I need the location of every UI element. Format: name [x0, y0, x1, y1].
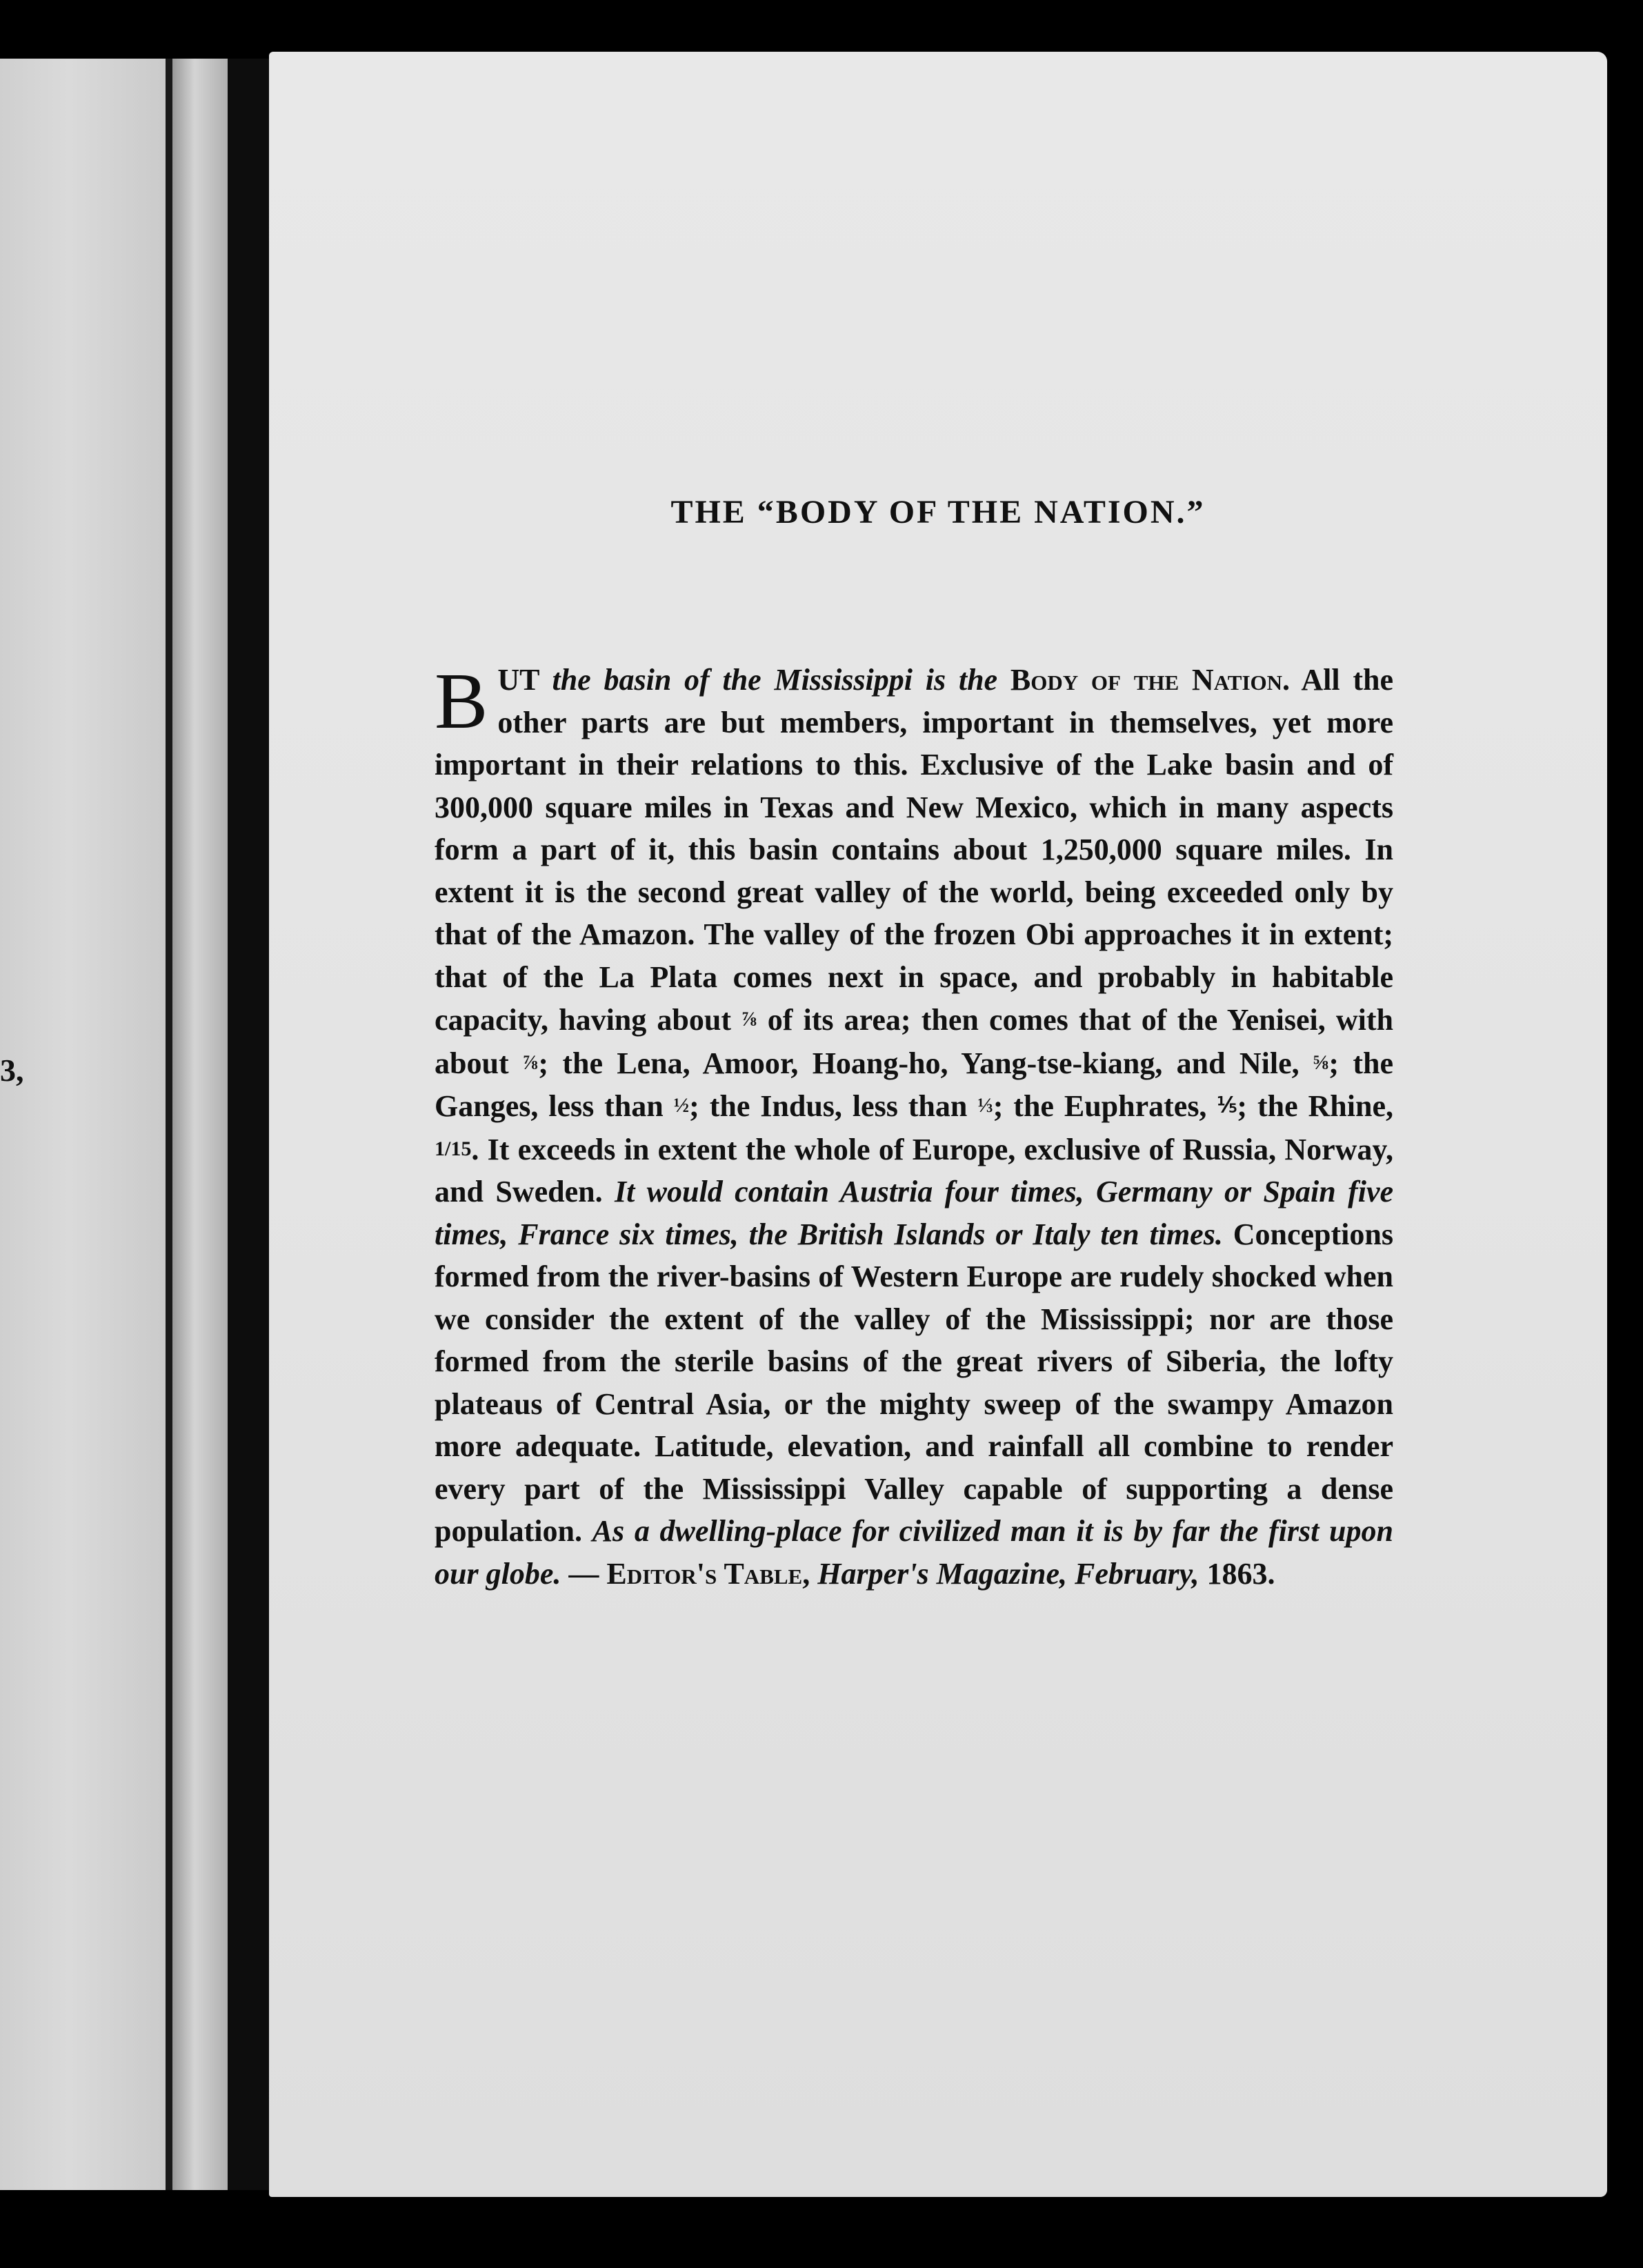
fraction: ½	[673, 1094, 690, 1117]
text-run: 1863.	[1199, 1556, 1275, 1591]
text-run: All the other parts are but members, important in themselves, yet more important in their relations to this. Exclusive of the Lake basin and of 300,000 square miles in Texas and New Mexico, which in many aspects form a part of it, this basin contains about 1,250,000 square miles. In extent it is the second great valley of the world, being exceeded only by that of the Amazon. The valley of the frozen Obi approaches it in extent; that of the La Plata comes next in space, and probably in habitable capacity, having about	[435, 663, 1394, 1037]
italic-text-run: the basin of the Mississippi is the	[552, 663, 998, 697]
page-title: THE “BODY OF THE NATION.”	[670, 494, 1206, 530]
text-run: ; the Lena, Amoor, Hoang-ho, Yang-tse-kiang, and Nile,	[538, 1046, 1313, 1080]
book-spine	[172, 59, 228, 2190]
text-run: —	[561, 1556, 607, 1591]
text-run: ; the Indus, less than	[689, 1089, 978, 1123]
text-run: . It exceeds in extent the whole of Europe, exclusive of Russia, Norway, and Sweden.	[435, 1132, 1393, 1208]
fraction: ⅞	[522, 1051, 539, 1074]
small-caps-text-run: Body of the Nation.	[1010, 663, 1291, 697]
fraction: ⅞	[741, 1008, 757, 1031]
fraction: ⅕	[1217, 1094, 1237, 1117]
text-run: Conceptions formed from the river-basins of Western Europe are rudely shocked when we consider the extent of the valley of the Mississippi; nor are those formed from the sterile basins of the great rivers of Siberia, the lofty plateaus of Central Asia, or the mighty sweep of the swampy Amazon more adequate. Latitude, elevation, and rainfall all combine to render every part of the Mississippi Valley capable of supporting a dense population.	[435, 1217, 1393, 1548]
text-run	[810, 1557, 817, 1591]
fraction: ⅓	[977, 1094, 993, 1117]
text-run: ; the Euphrates,	[993, 1089, 1217, 1123]
italic-text-run: Harper's Magazine, February,	[817, 1556, 1199, 1591]
italic-text-run: As a dwelling-place for civilized man it is by far the first upon our globe.	[435, 1514, 1394, 1591]
text-run: UT	[497, 663, 552, 697]
text-run: ; the Ganges, less than	[435, 1046, 1394, 1123]
text-run: ; the Rhine,	[1237, 1089, 1394, 1123]
fraction: ⅝	[1313, 1051, 1329, 1074]
right-page	[269, 52, 1607, 2197]
left-page-edge	[0, 59, 172, 2190]
article-paragraph	[435, 659, 1393, 1595]
text-run	[997, 663, 1010, 697]
drop-cap: B	[435, 657, 488, 746]
small-caps-text-run: Editor's Table,	[606, 1556, 810, 1591]
gutter-shadow	[228, 59, 269, 2190]
text-run: of its area; then comes that of the Yenisei, with about	[435, 1003, 1393, 1080]
fraction: 1/15	[435, 1137, 472, 1160]
left-page-text-fragment: 3,	[0, 1053, 24, 1088]
italic-text-run: It would contain Austria four times, Germany or Spain five times, France six times, the British Islands or Italy ten times.	[435, 1175, 1394, 1251]
